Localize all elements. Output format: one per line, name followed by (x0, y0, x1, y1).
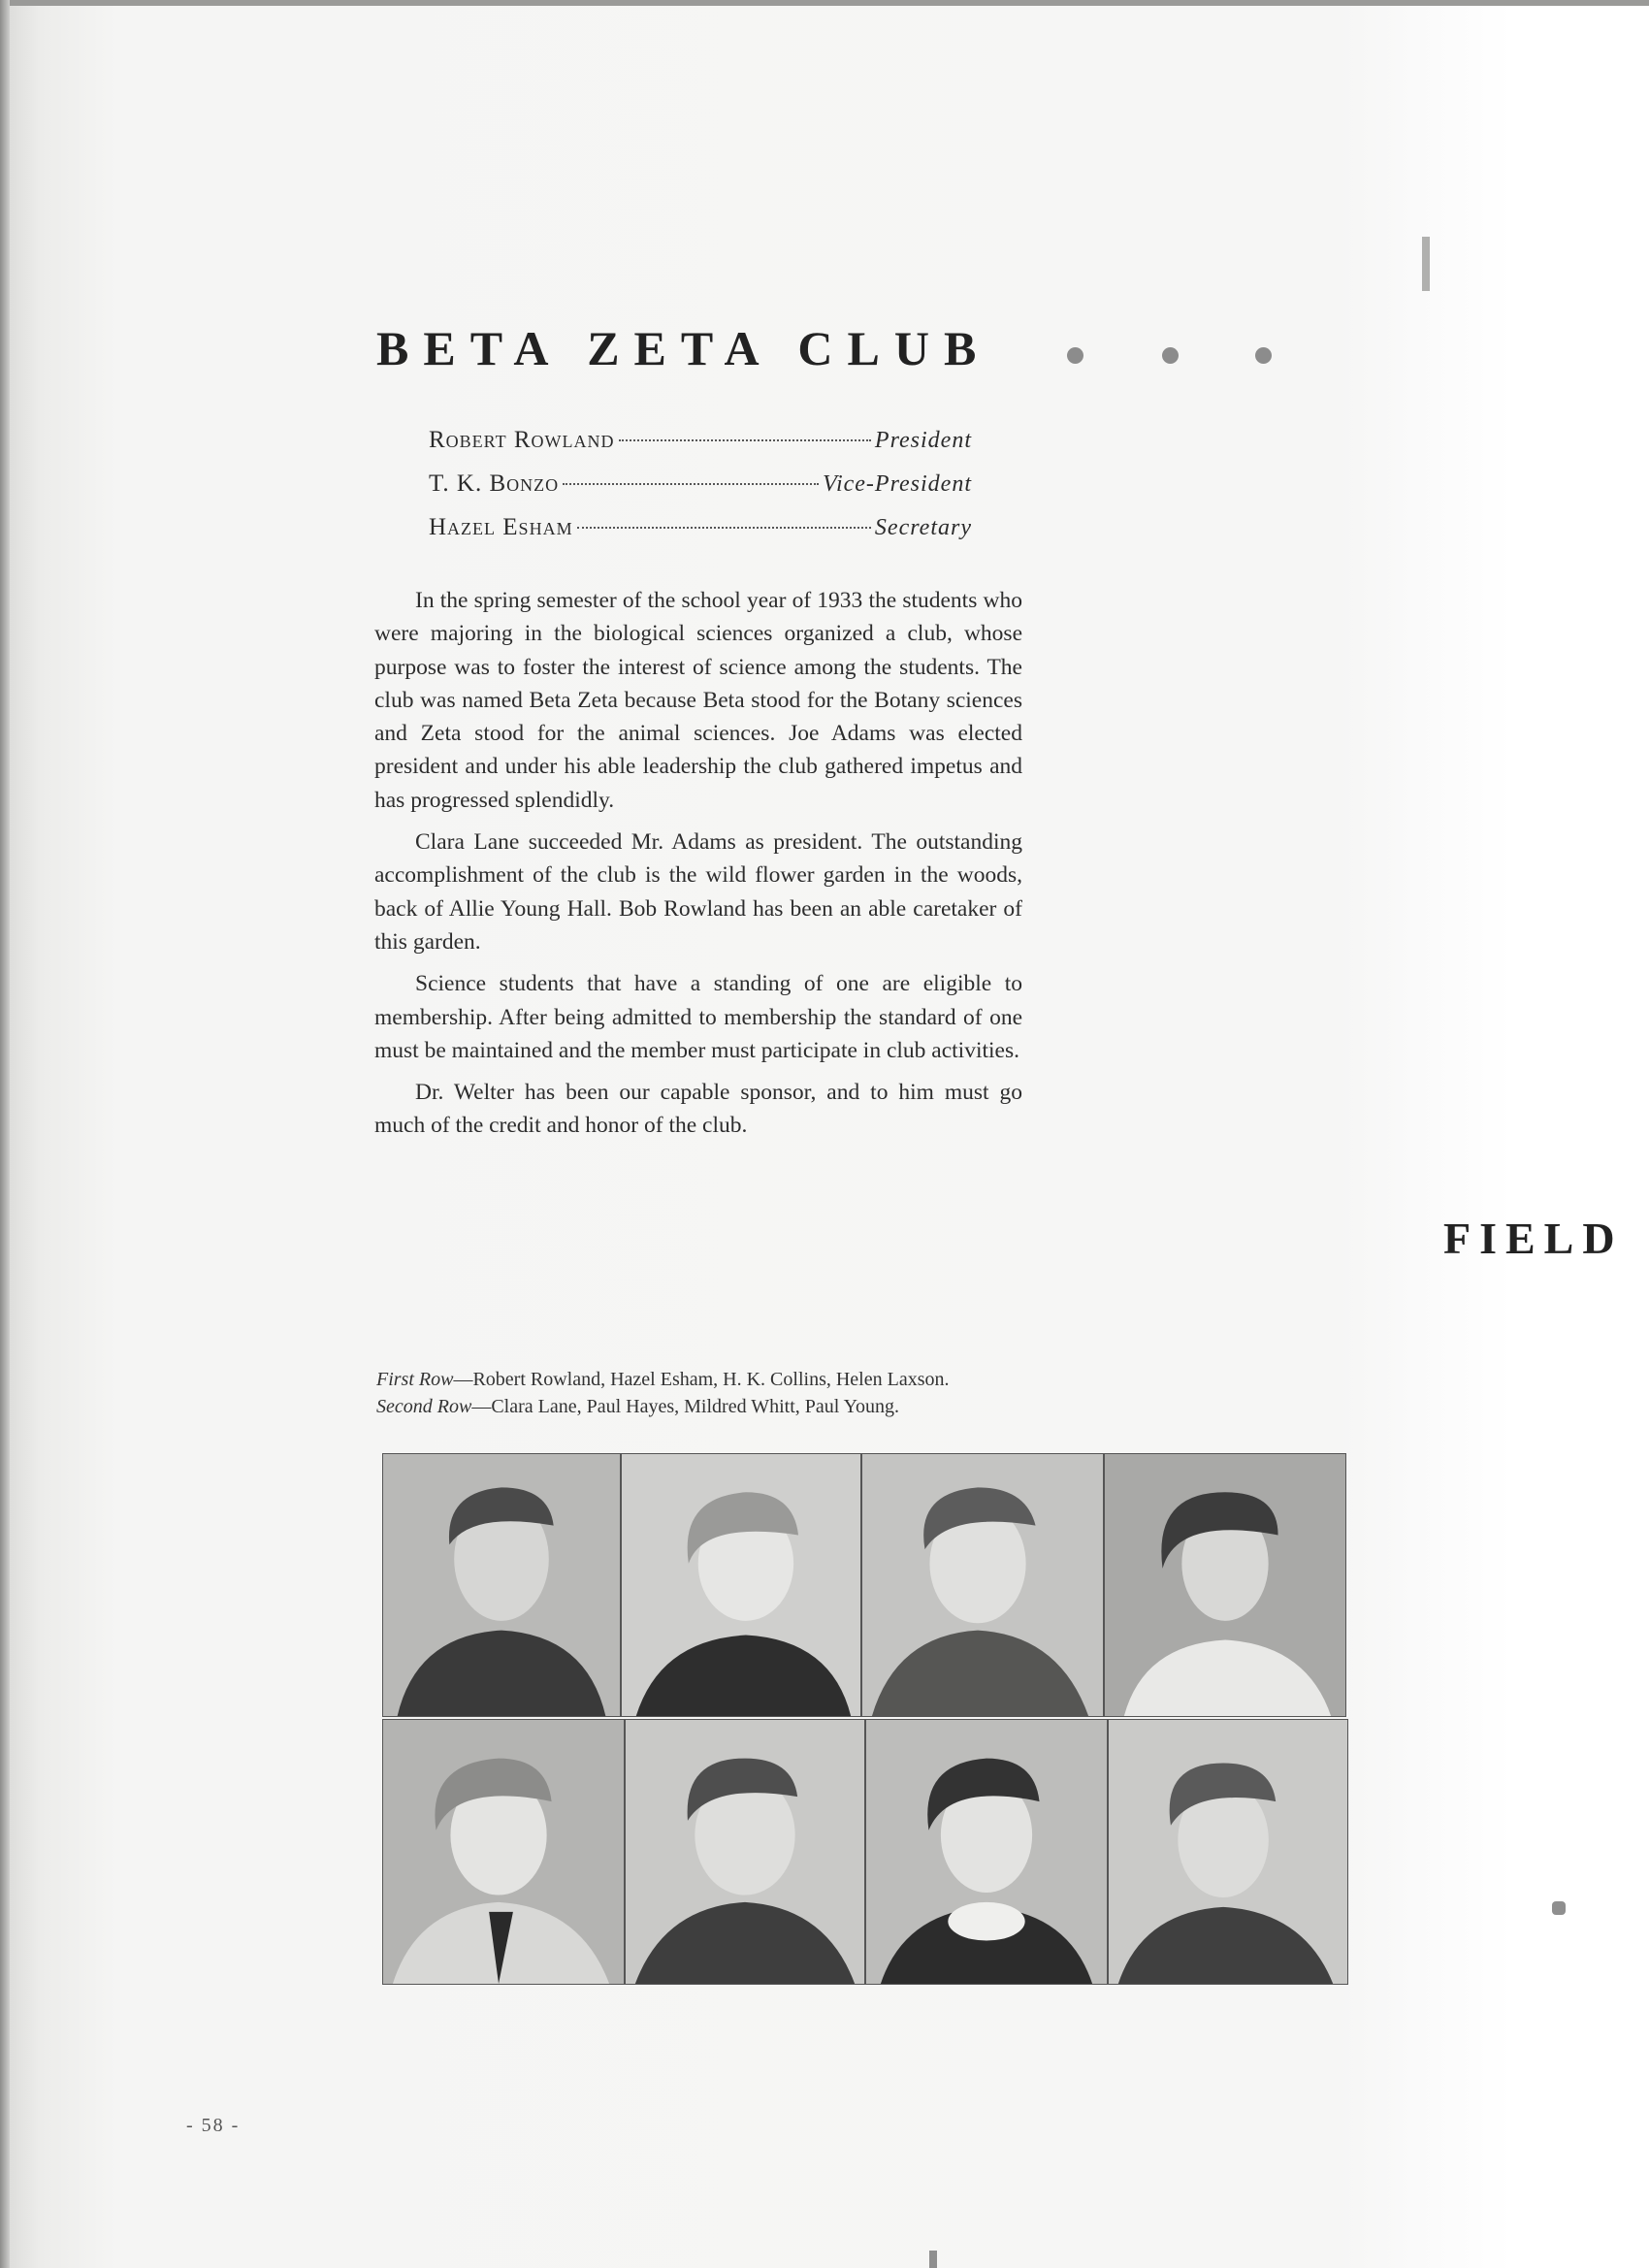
member-portrait (382, 1453, 621, 1717)
ornament-dot (1067, 347, 1083, 364)
officer-name: Robert Rowland (429, 427, 615, 453)
caption-second-row (376, 1393, 1114, 1420)
dot-leader (577, 527, 871, 529)
member-portrait (1108, 1719, 1348, 1985)
member-portrait (1104, 1453, 1346, 1717)
officer-name: Hazel Esham (429, 514, 573, 540)
page-binding-edge (0, 0, 10, 2268)
paragraph: Science students that have a standing of one are eligible to membership. After being admitted to membership the standard of one must be maintained and the member must participate in club activities. (374, 971, 1022, 1063)
caption-first-row (376, 1366, 1114, 1393)
officer-role: Secretary (874, 515, 972, 540)
officer-name: T. K. Bonzo (429, 470, 560, 497)
paragraph: Dr. Welter has been our capable sponsor, and to him must go much of the credit and honor of the club. (374, 1080, 1022, 1139)
paragraph: In the spring semester of the school year of 1933 the students who were majoring in the biological sciences organized a club, whose purpose was to foster the interest of science among the students. The club was named Beta Zeta because Beta stood for the Botany sciences and Zeta stood for the animal sciences. Joe Adams was elected president and under his able leadership the club gathered impetus and has progressed splendidly. (374, 588, 1022, 813)
club-title-row (376, 320, 1288, 398)
dot-leader (619, 439, 871, 441)
member-portrait (861, 1453, 1104, 1717)
member-portrait (621, 1453, 861, 1717)
page-top-edge (0, 0, 1649, 6)
caption-names: —Clara Lane, Paul Hayes, Mildred Whitt, Paul Young. (471, 1396, 900, 1417)
member-portrait (625, 1719, 865, 1985)
officer-row (429, 514, 972, 558)
next-page-heading: FIELD (1443, 1214, 1624, 1263)
member-photo-grid (382, 1453, 1352, 1983)
officer-list (429, 427, 972, 558)
officer-row (429, 470, 972, 514)
member-portrait (382, 1719, 625, 1985)
club-title: BETA ZETA CLUB (376, 321, 991, 375)
ornament-dot (1255, 347, 1272, 364)
scan-artifact (1552, 1901, 1566, 1915)
officer-role: President (874, 428, 972, 453)
scan-artifact (929, 2251, 937, 2268)
club-history-text (374, 584, 1022, 1151)
caption-names: —Robert Rowland, Hazel Esham, H. K. Collins, Helen Laxson. (453, 1369, 950, 1390)
caption-row-label: Second Row (376, 1396, 472, 1417)
page-number: - 58 - (186, 2115, 241, 2136)
caption-row-label: First Row (376, 1369, 454, 1390)
ornament-dot (1162, 347, 1179, 364)
paragraph: Clara Lane succeeded Mr. Adams as president. The outstanding accomplishment of the club is the wild flower garden in the woods, back of Allie Young Hall. Bob Rowland has been an able caretaker of this garden. (374, 829, 1022, 955)
scan-artifact (1422, 237, 1430, 291)
dot-leader (563, 483, 819, 485)
photo-caption (376, 1366, 1114, 1420)
member-portrait (865, 1719, 1108, 1985)
officer-role: Vice-President (823, 471, 972, 497)
officer-row (429, 427, 972, 470)
